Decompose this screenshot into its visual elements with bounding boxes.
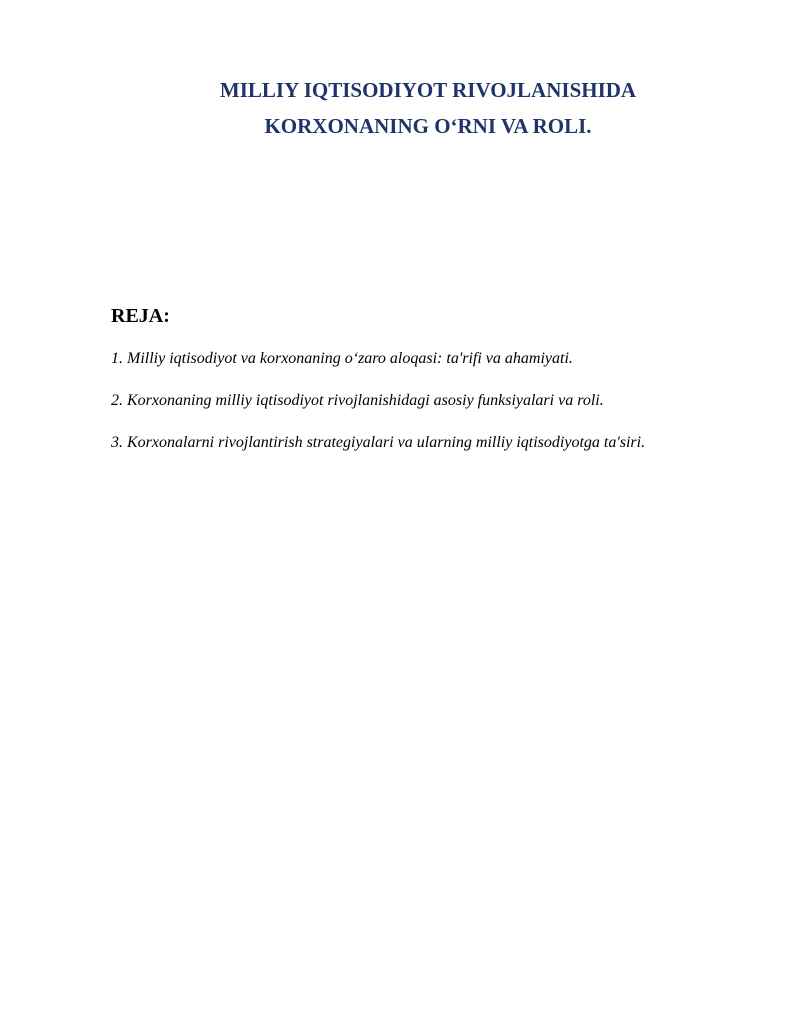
- plan-heading: REJA:: [111, 305, 170, 327]
- plan-item-2: 2. Korxonaning milliy iqtisodiyot rivojlanishidagi asosiy funksiyalari va roli.: [111, 392, 604, 409]
- title-line-1: MILLIY IQTISODIYOT RIVOJLANISHIDA: [219, 78, 637, 102]
- document-title: [0, 72, 800, 144]
- plan-item-1: 1. Milliy iqtisodiyot va korxonaning o‘zaro aloqasi: ta'rifi va ahamiyati.: [111, 350, 573, 367]
- title-line-2: KORXONANING O‘RNI VA ROLI.: [264, 114, 592, 138]
- plan-list: [111, 348, 771, 474]
- plan-item-3: 3. Korxonalarni rivojlantirish strategiyalari va ularning milliy iqtisodiyotga ta'siri.: [111, 434, 646, 451]
